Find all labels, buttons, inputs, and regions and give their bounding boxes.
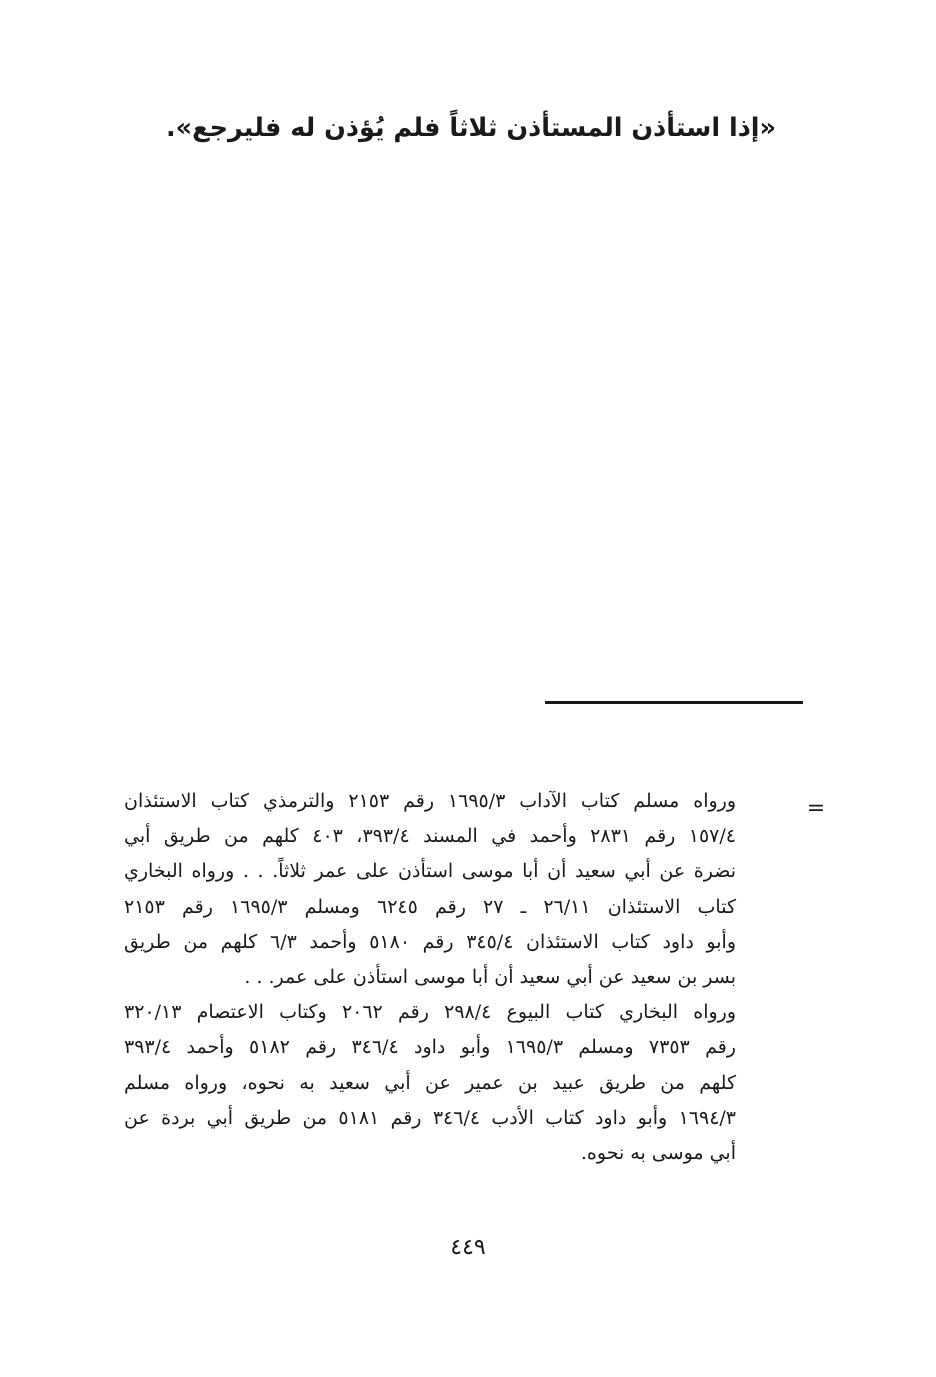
footnote-line: ورواه البخاري كتاب البيوع ٢٩٨/٤ رقم ٢٠٦٢ وكتاب الاعتصام ٣٢٠/١٣ bbox=[124, 1001, 737, 1024]
footnote-line: ١٥٧/٤ رقم ٢٨٣١ وأحمد في المسند ٣٩٣/٤، ٤٠٣ كلهم من طريق أبي bbox=[124, 825, 736, 848]
footnote-separator bbox=[545, 701, 803, 704]
footnote-line: وأبو داود كتاب الاستئذان ٣٤٥/٤ رقم ٥١٨٠ وأحمد ٦/٣ كلهم من طريق bbox=[124, 930, 736, 953]
footnote-line: كلهم من طريق عبيد بن عمير عن أبي سعيد به نحوه، ورواه مسلم bbox=[124, 1071, 736, 1094]
footnote-line: أبي موسى به نحوه. bbox=[580, 1141, 736, 1164]
footnote-line: رقم ٧٣٥٣ ومسلم ١٦٩٥/٣ وأبو داود ٣٤٦/٤ رقم ٥١٨٢ وأحمد ٣٩٣/٤ bbox=[124, 1036, 736, 1059]
footnote-line: بسر بن سعيد عن أبي سعيد أن أبا موسى استأذن على عمر. . . bbox=[244, 965, 736, 988]
page-number: ٤٤٩ bbox=[450, 1235, 486, 1260]
footnote-line: كتاب الاستئذان ٢٦/١١ ـ ٢٧ رقم ٦٢٤٥ ومسلم ١٦٩٥/٣ رقم ٢١٥٣ bbox=[124, 895, 736, 918]
footnote-line: نضرة عن أبي سعيد أن أبا موسى استأذن على عمر ثلاثاً. . . ورواه البخاري bbox=[124, 860, 736, 883]
footnote-line: ١٦٩٤/٣ وأبو داود كتاب الأدب ٣٤٦/٤ رقم ٥١٨١ من طريق أبي بردة عن bbox=[124, 1106, 737, 1129]
hadith-quote: «إذا استأذن المستأذن ثلاثاً فلم يُؤذن له فليرجع». bbox=[165, 113, 776, 143]
footnote-body bbox=[124, 784, 736, 1171]
footnote-line: ورواه مسلم كتاب الآداب ١٦٩٥/٣ رقم ٢١٥٣ والترمذي كتاب الاستئذان bbox=[124, 790, 736, 812]
footnote-continuation-mark: = bbox=[806, 796, 826, 821]
